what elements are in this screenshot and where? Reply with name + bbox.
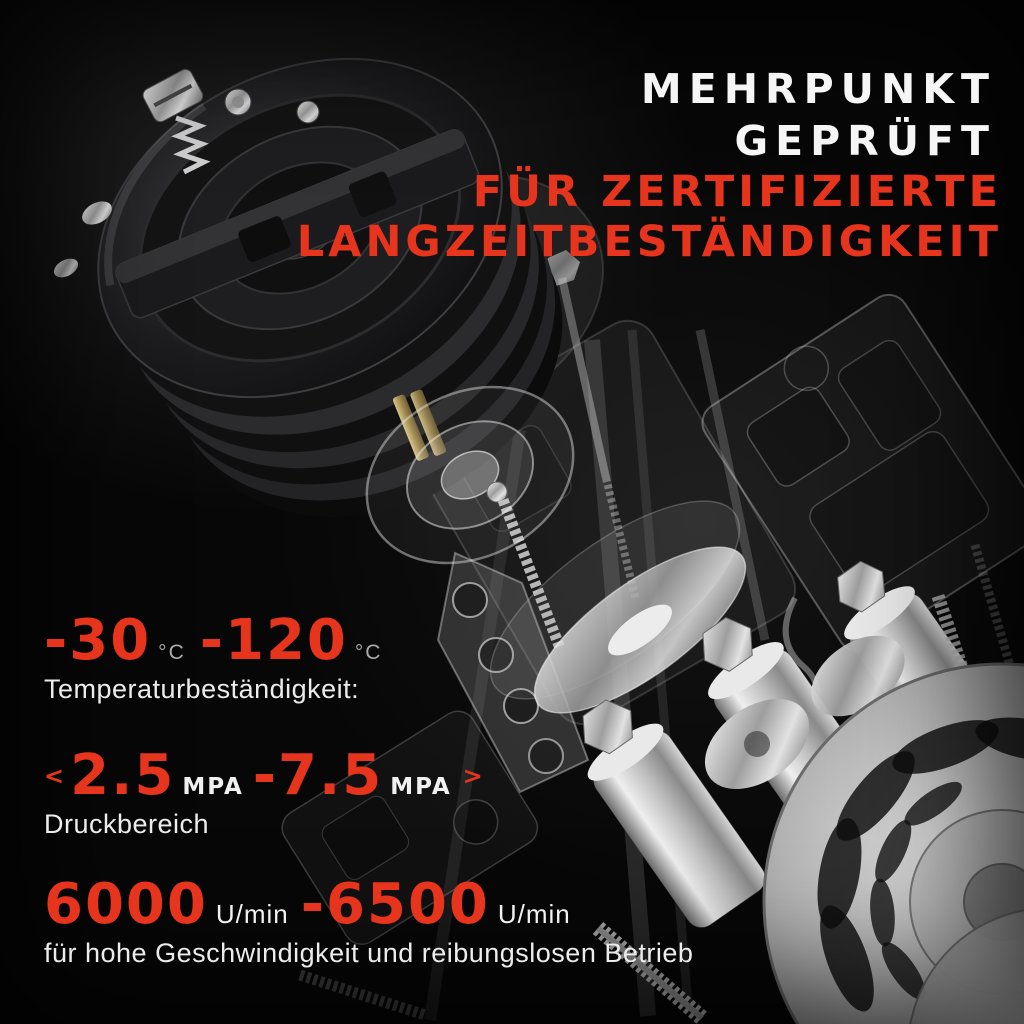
pressure-label: Druckbereich	[44, 808, 210, 839]
pressure-min: 2.5	[70, 743, 176, 808]
pressure-separator: -	[252, 743, 278, 808]
temperature-values	[44, 608, 396, 673]
speed-min: 6000	[44, 872, 208, 937]
temperature-max-unit: °C	[354, 641, 383, 664]
pressure-max-unit: MPA	[390, 774, 452, 800]
headline-line1: MEHRPUNKT	[640, 65, 996, 113]
spec-temperature	[44, 608, 396, 705]
pressure-close-chevron: >	[462, 762, 483, 791]
speed-max-unit: U/min	[497, 899, 571, 929]
pressure-values	[44, 743, 483, 808]
pressure-max: 7.5	[278, 743, 384, 808]
spec-pressure	[44, 743, 483, 840]
pressure-min-unit: MPA	[182, 774, 244, 800]
speed-label: für hohe Geschwindigkeit und reibungslosen Betrieb	[44, 937, 694, 968]
subheadline-line2: LANGZEITBESTÄNDIGKEIT	[296, 217, 1002, 267]
speed-values	[44, 872, 693, 937]
headline	[641, 63, 996, 167]
subheadline	[297, 167, 1002, 267]
spec-speed	[44, 872, 694, 969]
speed-max: -6500	[300, 872, 490, 937]
temperature-min-unit: °C	[158, 641, 186, 664]
temperature-label: Temperaturbeständigkeit:	[44, 673, 360, 704]
temperature-min: -30	[44, 608, 152, 673]
speed-min-unit: U/min	[215, 899, 289, 929]
headline-line2: GEPRÜFT	[734, 117, 996, 165]
temperature-max: -120	[199, 608, 348, 673]
pressure-open-chevron: <	[44, 762, 65, 791]
subheadline-line1: FÜR ZERTIFIZIERTE	[472, 167, 1002, 217]
